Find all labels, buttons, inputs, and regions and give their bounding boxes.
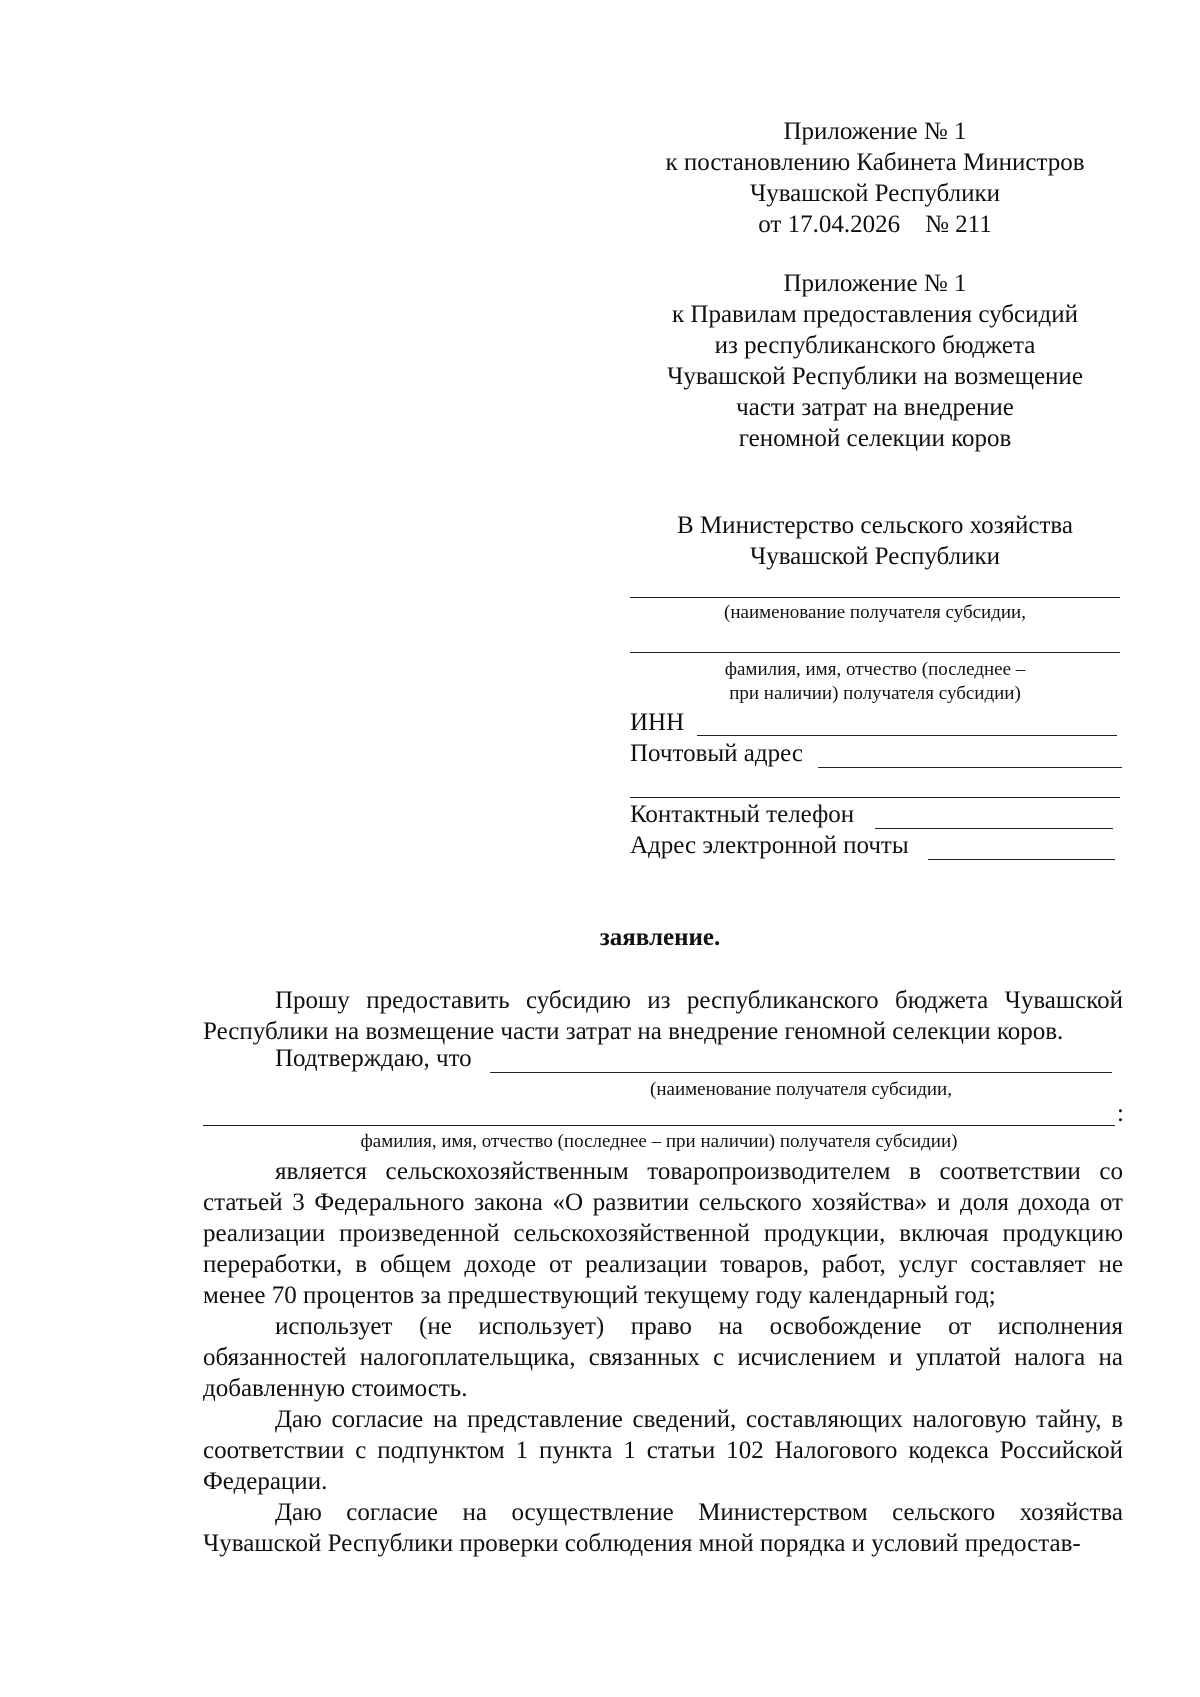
phone-label: Контактный телефон [630,801,855,828]
colon-mark: : [1117,1100,1124,1127]
declaration-paragraphs [203,1156,1123,1559]
confirm-caption-2: фамилия, имя, отчество (последнее – при наличии) получателя субсидии) [360,1131,958,1152]
rules-line-4: части затрат на внедрение [736,394,1014,421]
rules-line-5: геномной селекции коров [738,425,1012,452]
confirm-label: Подтверждаю, что [275,1045,472,1072]
addressee-line-2: Чувашской Республики [749,543,1001,570]
appendix-reference: к постановлению Кабинета Министров [665,149,1085,176]
addressee-line-1: В Министерство сельского хозяйства [677,512,1073,539]
rules-line-2: из республиканского бюджета [714,332,1036,359]
rules-line-1: к Правилам предоставления субсидий [672,301,1078,328]
applicant-name-line-2[interactable] [630,652,1120,653]
applicant-name-caption-2a: фамилия, имя, отчество (последнее – [724,659,1026,680]
inn-label: ИНН [630,709,685,736]
confirm-caption-1: (наименование получателя субсидии, [650,1079,952,1100]
producer-statement: является сельскохозяйственным товаропроизводителем в соответствии со статьей 3 Федерального закона «О развитии сельского хозяйства» и доля дохода от реализации произведенной сельскохозяйственной продукции, включая продукцию переработки, в общем доходе от реализации товаров, работ, услуг составляет не менее 70 процентов за предшествующий текущему году календарный год; [203,1158,1123,1309]
confirm-name-field-2[interactable] [203,1124,1115,1126]
document-title: заявление. [599,924,721,951]
addressee [630,510,1120,572]
postal-address-field[interactable] [818,766,1122,768]
request-text: Прошу предоставить субсидию из республиканского бюджета Чувашской Республики на возмещение части затрат на внедрение геномной селекции коров. [203,987,1123,1045]
postal-address-field-2[interactable] [630,796,1120,798]
appendix-header-rules [630,268,1120,454]
verification-consent: Даю согласие на осуществление Министерством сельского хозяйства Чувашской Республики проверки соблюдения мной порядка и условий предостав- [203,1499,1123,1557]
email-label: Адрес электронной почты [630,832,909,859]
applicant-name-caption-1: (наименование получателя субсидии, [724,602,1026,623]
postal-address-label: Почтовый адрес [630,740,803,767]
inn-field[interactable] [697,734,1117,736]
appendix-date-number: от 17.04.2026 № 211 [758,211,992,238]
vat-statement: использует (не использует) право на освобождение от исполнения обязанностей налогоплательщика, связанных с исчислением и уплатой налога на добавленную стоимость. [203,1313,1123,1402]
confirm-name-field[interactable] [490,1071,1112,1073]
applicant-name-line-1[interactable] [630,597,1120,598]
appendix-number: Приложение № 1 [783,118,967,145]
tax-secret-consent: Даю согласие на представление сведений, составляющих налоговую тайну, в соответствии с подпунктом 1 пункта 1 статьи 102 Налогового кодекса Российской Федерации. [203,1406,1123,1495]
rules-line-3: Чувашской Республики на возмещение [667,363,1083,390]
appendix-header-resolution [630,116,1120,240]
applicant-name-caption-2b: при наличии) получателя субсидии) [729,683,1021,704]
rules-appendix-number: Приложение № 1 [783,270,967,297]
phone-field[interactable] [875,827,1113,829]
email-field[interactable] [928,858,1115,860]
appendix-republic: Чувашской Республики [749,180,1001,207]
request-paragraph [203,985,1123,1047]
